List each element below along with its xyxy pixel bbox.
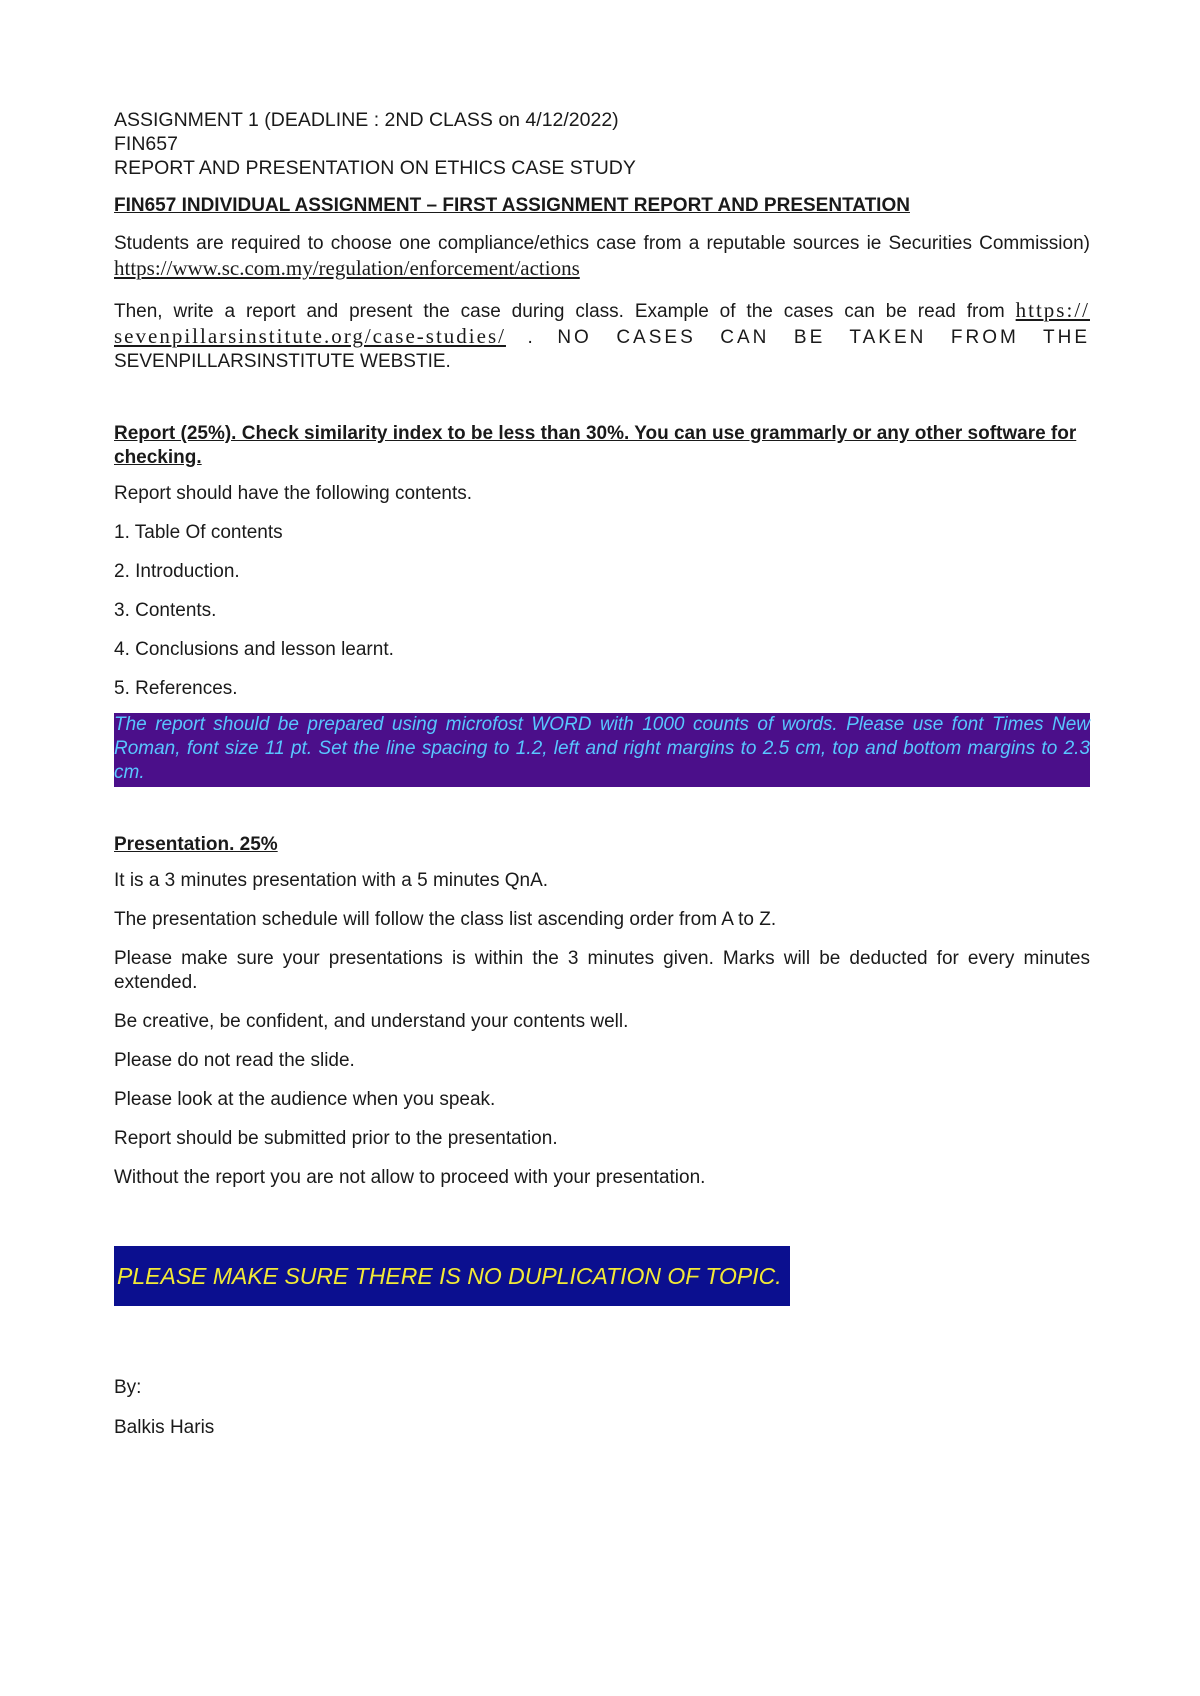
report-contents-list [114,521,1090,701]
document-subject: REPORT AND PRESENTATION ON ETHICS CASE STUDY [114,157,636,179]
course-code: FIN657 [114,133,178,155]
list-item: 1. Table Of contents [114,522,283,543]
duplication-notice: PLEASE MAKE SURE THERE IS NO DUPLICATION OF TOPIC. [114,1246,790,1306]
intro-text: Students are required to choose one compliance/ethics case from a reputable sources ie Securities Commission) [114,233,1090,254]
sevenpillars-link[interactable]: https:// sevenpillarsinstitute.org/case-studies/ [114,298,1090,348]
document-page [114,108,1090,1440]
report-format-text: The report should be prepared using microfost WORD with 1000 counts of words. Please use font Times New Roman, font size 11 pt. Set the line spacing to 1.2, left and right margins to 2.5 cm, top and bottom margins to 2.3 cm. [114,714,1090,783]
guideline-line: Report should be submitted prior to the presentation. [114,1128,558,1149]
document-header [114,108,1090,180]
author-name: Balkis Haris [114,1417,215,1438]
sc-enforcement-link[interactable]: https://www.sc.com.my/regulation/enforcement/actions [114,256,580,280]
presentation-heading: Presentation. 25% [114,834,278,855]
guideline-line: Please look at the audience when you speak. [114,1089,496,1110]
warning-text-part2: SEVENPILLARSINSTITUTE WEBSTIE. [114,351,451,372]
guideline-line: Please make sure your presentations is within the 3 minutes given. Marks will be deducted for every minutes extended. [114,948,1090,993]
guideline-line: It is a 3 minutes presentation with a 5 minutes QnA. [114,870,549,891]
guideline-line: The presentation schedule will follow the class list ascending order from A to Z. [114,909,777,930]
guideline-line: Be creative, be confident, and understand your contents well. [114,1011,629,1032]
guideline-line: Without the report you are not allow to proceed with your presentation. [114,1167,706,1188]
example-text: Then, write a report and present the case during class. Example of the cases can be read from [114,301,1005,322]
link-separator: . [527,327,536,348]
guideline-line: Please do not read the slide. [114,1050,355,1071]
assignment-title: FIN657 INDIVIDUAL ASSIGNMENT – FIRST ASSIGNMENT REPORT AND PRESENTATION [114,195,910,216]
report-intro: Report should have the following contents. [114,483,473,504]
assignment-deadline-line: ASSIGNMENT 1 (DEADLINE : 2ND CLASS on 4/12/2022) [114,109,619,131]
list-item: 3. Contents. [114,600,217,621]
list-item: 2. Introduction. [114,561,240,582]
presentation-guidelines [114,869,1090,1190]
list-item: 5. References. [114,678,238,699]
duplication-notice-wrap [114,1246,1090,1306]
warning-text-part1: NO CASES CAN BE TAKEN FROM THE [557,327,1091,348]
author-block [114,1376,1090,1440]
list-item: 4. Conclusions and lesson learnt. [114,639,394,660]
intro-paragraph [114,232,1090,282]
report-heading: Report (25%). Check similarity index to be less than 30%. You can use grammarly or any other software for checking. [114,423,1077,468]
example-paragraph [114,298,1090,374]
by-label: By: [114,1377,142,1398]
report-format-note [114,713,1090,787]
